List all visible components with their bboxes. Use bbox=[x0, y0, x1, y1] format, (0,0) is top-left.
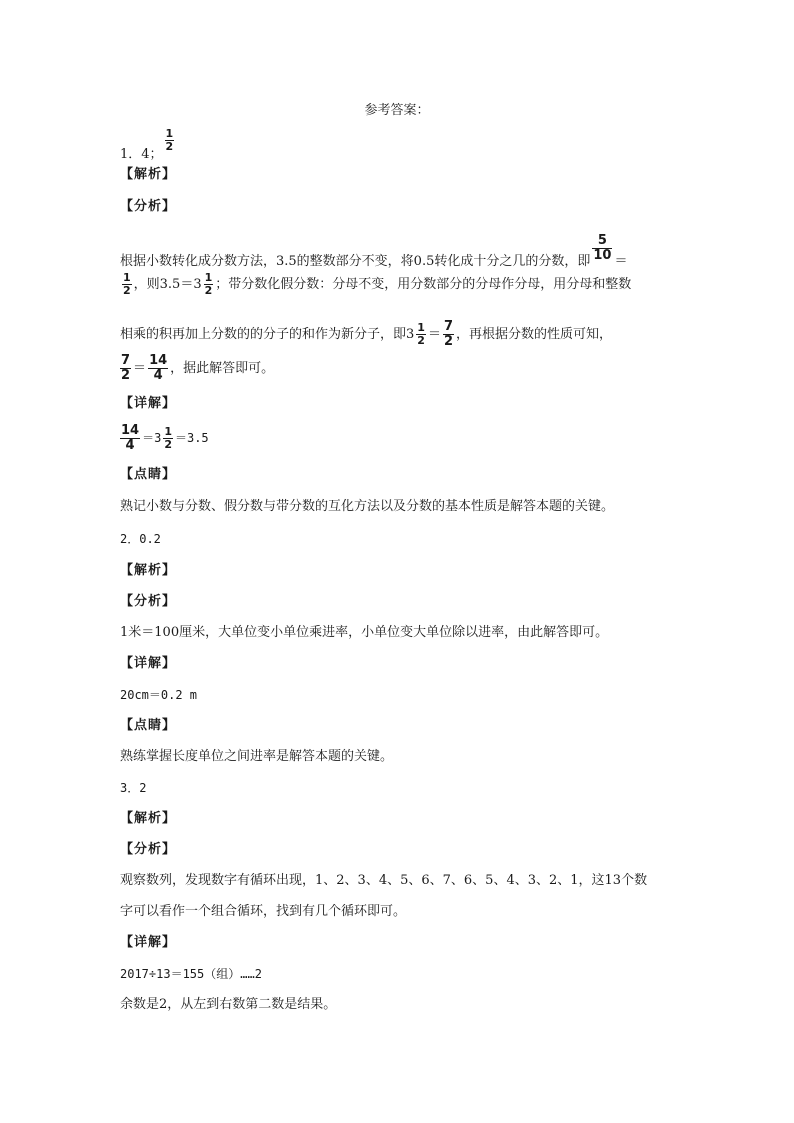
q1-jiexi-label: 【解析】 bbox=[120, 167, 177, 182]
fraction: $\frac{5}{10}$ bbox=[593, 233, 612, 263]
q1-fenxi-line-1: 根据小数转化成分数方法，3.5的整数部分不变，将0.5转化成十分之几的分数，即 $\frac{5}{10}$ ＝ bbox=[120, 233, 628, 269]
fraction: $\frac{1}{2}$ bbox=[123, 271, 131, 297]
q1-dianjing-text: 熟记小数与分数、假分数与带分数的互化方法以及分数的基本性质是解答本题的关键。 bbox=[120, 499, 615, 514]
fraction: $\frac{1}{2}$ bbox=[165, 127, 174, 153]
q3-fenxi-label: 【分析】 bbox=[120, 842, 177, 857]
q3-jiexi-label: 【解析】 bbox=[120, 811, 177, 826]
q3-fenxi-line-2: 字可以看作一个组合循环，找到有几个循环即可。 bbox=[120, 904, 407, 919]
q2-xiangjie-label: 【详解】 bbox=[120, 656, 177, 671]
q2-dianjing-text: 熟练掌握长度单位之间进率是解答本题的关键。 bbox=[120, 749, 394, 764]
q1-fenxi-line-3: 相乘的积再加上分数的的分子的和作为新分子，即3 $\frac{1}{2}$ ＝ $\frac{7}{2}$ ，再根据分数的性质可知， bbox=[120, 319, 613, 349]
q2-xiangjie-text: 20cm＝0.2 m bbox=[120, 688, 198, 702]
q1-xiangjie-eq: $\frac{14}{4}$ ＝3 $\frac{1}{2}$ ＝3.5 bbox=[121, 423, 209, 453]
q3-xiangjie-text: 2017÷13＝155（组）……2 bbox=[120, 967, 262, 981]
q1-xiangjie-label: 【详解】 bbox=[120, 396, 177, 411]
q3-fenxi-line-1: 观察数列，发现数字有循环出现，1、2、3、4、5、6、7、6、5、4、3、2、1，这13个数 bbox=[120, 873, 648, 888]
fraction: $\frac{14}{4}$ bbox=[149, 353, 168, 383]
page-title: 参考答案： bbox=[364, 103, 430, 118]
fraction: $\frac{1}{2}$ bbox=[164, 425, 172, 451]
fraction: $\frac{7}{2}$ bbox=[121, 353, 131, 383]
fraction: $\frac{1}{2}$ bbox=[417, 321, 425, 347]
q2-fenxi-label: 【分析】 bbox=[120, 594, 177, 609]
q2-answer: 2．0.2 bbox=[120, 532, 161, 546]
q1-fenxi-line-2: $\frac{1}{2}$ ，则3.5＝3 $\frac{1}{2}$ ；带分数化假分数：分母不变，用分数部分的分母作分母，用分母和整数 bbox=[123, 271, 632, 297]
q1-dianjing-label: 【点睛】 bbox=[120, 467, 177, 482]
q3-xiangjie-label: 【详解】 bbox=[120, 935, 177, 950]
q3-result-text: 余数是2，从左到右数第二数是结果。 bbox=[120, 997, 337, 1012]
fraction: $\frac{14}{4}$ bbox=[121, 423, 140, 453]
fraction: $\frac{7}{2}$ bbox=[443, 319, 453, 349]
q1-answer: 1．4； $\frac{1}{2}$ bbox=[120, 127, 174, 162]
q3-answer: 3．2 bbox=[120, 781, 147, 795]
fraction: $\frac{1}{2}$ bbox=[204, 271, 213, 297]
q2-jiexi-label: 【解析】 bbox=[120, 563, 177, 578]
q2-dianjing-label: 【点睛】 bbox=[120, 718, 177, 733]
q1-fenxi-label: 【分析】 bbox=[120, 199, 177, 214]
q1-fenxi-line-4: $\frac{7}{2}$ ＝ $\frac{14}{4}$ ，据此解答即可。 bbox=[121, 353, 275, 383]
q2-fenxi-text: 1米＝100厘米，大单位变小单位乘进率，小单位变大单位除以进率，由此解答即可。 bbox=[120, 625, 609, 640]
